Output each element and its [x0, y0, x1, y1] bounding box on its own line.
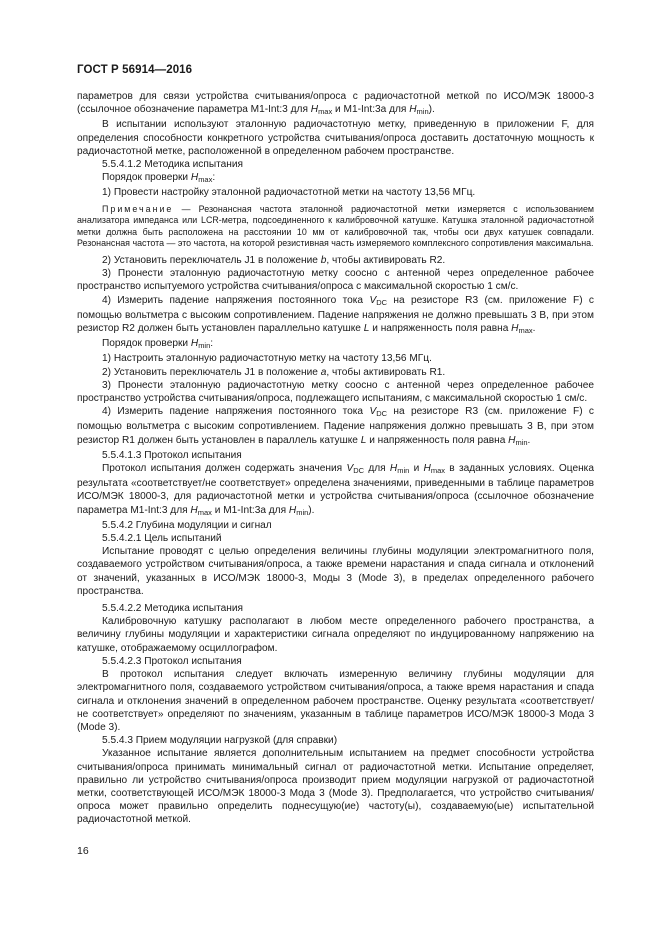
section-heading: 5.5.4.2.3 Протокол испытания — [102, 655, 242, 667]
standard-header: ГОСТ Р 56914—2016 — [77, 64, 193, 76]
step-4-min: 4) Измерить падение напряжения постоянного тока $V_{DC}$ на резисторе R3 (см. приложение F) с помощью вольтметра с высоким сопротивлением. Падение напряжения должно превышать 3 В, при этом резистор R1 должен быть установлен в параллель катушке L и напряженность поля равна $H_{min}$. — [77, 406, 594, 447]
protocol-paragraph: Протокол испытания должен содержать значения $V_{DC}$ для $H_{min}$ и $H_{max}$ в заданных условиях. Оценка результата «соответствует/не соответствует» определена значениями, приведенными в таблице параметров ИСО/МЭК 18000-3, для радиочастотной метки и устройства считывания/опроса (ссылочное обозначение параметра М1-Int:3 для $H_{max}$ и М1-Int:3a для $H_{min}$). — [77, 463, 594, 517]
paragraph-reference-tag: В испытании используют эталонную радиочастотную метку, приведенную в приложении F, для определения способности конкретного устройства считывания/опроса доставить достаточную мощность к радиочастотной метке, расположенной в определенном рабочем пространстве. — [77, 119, 594, 157]
section-heading: 5.5.4.3 Прием модуляции нагрузкой (для справки) — [102, 735, 338, 747]
section-heading: 5.5.4.2.2 Методика испытания — [102, 603, 244, 615]
order-heading-min: Порядок проверки $H_{min}$: — [102, 338, 214, 351]
section-heading: 5.5.4.2.1 Цель испытаний — [102, 533, 222, 545]
step-3-min: 3) Пронести эталонную радиочастотную метку соосно с антенной через определенное рабочее пространство устройства считывания/опроса, подлежащего испытаниям, с максимальной скоростью 1 см/с. — [77, 379, 594, 405]
paragraph-continuation: параметров для связи устройства считывания/опроса с радиочастотной меткой по ИСО/МЭК 18000-3 (ссылочное обозначение параметра М1-Int:3 для $H_{max}$ и М1-Int:3a для $H_{min}$). — [77, 91, 594, 117]
note: Примечание — Резонансная частота эталонной радиочастотной метки измеряется с использованием анализатора импеданса или LCR-метра, подсоединенного к калибровочной катушке. Катушка эталонной радиочастотной метки должна быть расположена на расстоянии 10 мм от калибровочной так, чтобы оси двух катушек совпадали. Резонансная частота — это частота, на которой резистивная часть измеряемого комплексного сопротивления максимальна. — [77, 203, 594, 249]
step-4-max: 4) Измерить падение напряжения постоянного тока $V_{DC}$ на резисторе R3 (см. приложение F) с помощью вольтметра с высоким сопротивлением. Падение напряжения не должно превышать 3 В, при этом резистор R2 должен быть установлен параллельно катушке L и напряженность поля равна $H_{max}$. — [77, 294, 594, 336]
page-number: 16 — [77, 845, 89, 857]
note-label: Примечание — [102, 203, 174, 214]
method-paragraph: Калибровочную катушку располагают в любом месте определенного рабочего пространства, а величину глубины модуляции и характеристики сигнала определяют по индуцированному напряжению на катушке, отображаемому осциллографом. — [77, 616, 594, 654]
order-heading-max: Порядок проверки $H_{max}$: — [102, 172, 216, 185]
document-body — [77, 90, 594, 827]
step-2-max: 2) Установить переключатель J1 в положение b, чтобы активировать R2. — [102, 255, 446, 266]
step-3-max: 3) Пронести эталонную радиочастотную метку соосно с антенной через определенное рабочее пространство испытуемого устройства считывания/опроса с максимальной скоростью 1 см/с. — [77, 268, 594, 293]
protocol-paragraph-2: В протокол испытания следует включать измеренную величину глубины модуляции для электромагнитного поля, создаваемого устройством считывания/опроса, а также время нарастания и спада сигнала и отклонения значений в определенном рабочем пространстве. Оценку результата «соответствует/не соответствует» определяют по значениям, указанным в таблице параметров ИСО/МЭК 18000-3 Мода 3 (Mode 3). — [77, 669, 594, 733]
section-heading: 5.5.4.2 Глубина модуляции и сигнал — [102, 519, 272, 531]
step-1-max: 1) Провести настройку эталонной радиочастотной метки на частоту 13,56 МГц. — [102, 187, 476, 199]
goal-paragraph: Испытание проводят с целью определения величины глубины модуляции электромагнитного поля, создаваемого устройством считывания/опроса, а также времени нарастания и спада сигнала и отклонений от значений, указанных в ИСО/МЭК 18000-3, Моды 3 (Mode 3), в пределах определенного рабочего пространства. — [77, 546, 594, 597]
load-modulation-paragraph: Указанное испытание является дополнительным испытанием на предмет способности устройства считывания/опроса принимать минимальный сигнал от радиочастотной метки. Испытание определяет, правильно ли устройство считывания/опроса производит прием модуляции нагрузкой от радиочастотной метки, соответствующей ИСО/МЭК 18000-3 Мода 3 (Mode 3). Предполагается, что устройство считывания/опроса может правильно определить поднесущую(ие) частоту(ы), создаваемую(ые) испытательной радиочастотной меткой. — [77, 748, 594, 826]
section-heading: 5.5.4.1.2 Методика испытания — [102, 159, 244, 171]
section-heading: 5.5.4.1.3 Протокол испытания — [102, 449, 242, 461]
step-1-min: 1) Настроить эталонную радиочастотную метку на частоту 13,56 МГц. — [102, 353, 432, 365]
step-2-min: 2) Установить переключатель J1 в положение a, чтобы активировать R1. — [102, 366, 446, 378]
